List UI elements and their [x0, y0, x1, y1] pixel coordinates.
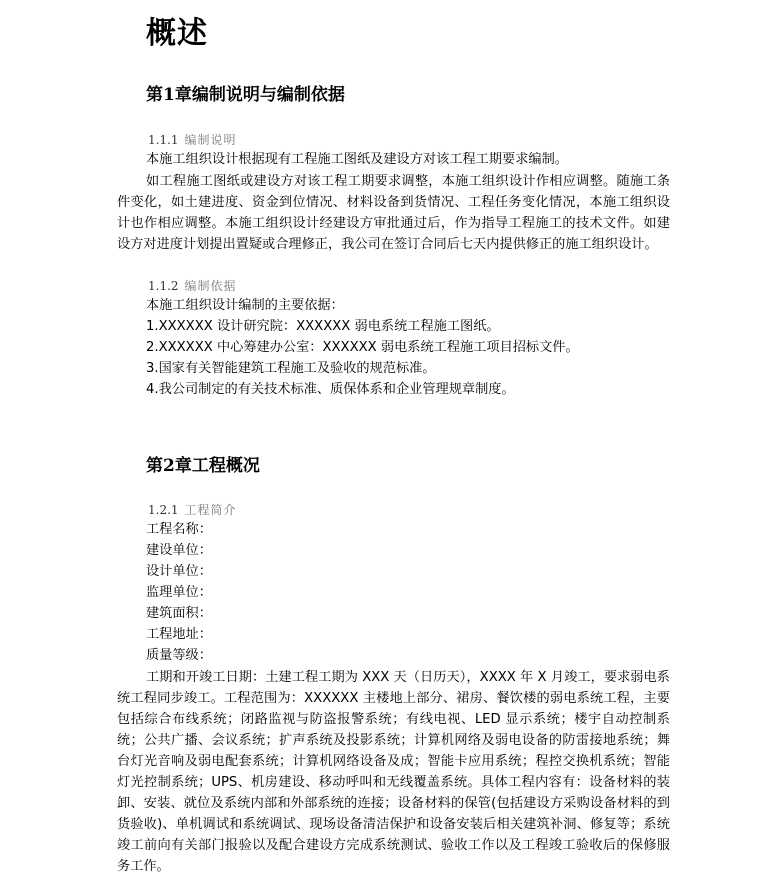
basis-item: 4.我公司制定的有关技术标准、质保体系和企业管理规章制度。 [146, 382, 515, 397]
paragraph-adjustment: 如工程施工图纸或建设方对该工程工期要求调整，本施工组织设计作相应调整。随施工条件变化，如土建进度、资金到位情况、材料设备到货情况、工程任务变化情况，本施工组织设计也作相应调整。本施工组织设计经建设方审批通过后，作为指导工程施工的技术文件。如建设方对进度计划提出置疑或合理修正，我公司在签订合同后七天内提供修正的施工组织设计。 [117, 174, 670, 252]
field-supervisor: 监理单位： [146, 585, 212, 600]
page-title: 概述 [146, 16, 208, 51]
chapter-2-heading: 第2章工程概况 [146, 456, 260, 476]
section-label: 工程简介 [184, 503, 237, 517]
section-1-1-2 [148, 277, 237, 294]
section-1-1-1 [148, 131, 237, 148]
basis-intro: 本施工组织设计编制的主要依据： [146, 298, 344, 313]
field-designer: 设计单位： [146, 564, 212, 579]
field-owner: 建设单位： [146, 543, 212, 558]
basis-item: 1.XXXXXX 设计研究院：XXXXXX 弱电系统工程施工图纸。 [146, 319, 500, 334]
chapter-1-heading: 第1章编制说明与编制依据 [146, 85, 345, 105]
field-address: 工程地址： [146, 627, 212, 642]
paragraph-scope: 工期和开竣工日期：土建工程工期为 XXX 天（日历天），XXXX 年 X 月竣工，要求弱电系统工程同步竣工。工程范围为：XXXXXX 主楼地上部分、裙房、餐饮楼的弱电系统工程，主要包括综合布线系统；闭路监视与防盗报警系统；有线电视、LED 显示系统；楼宇自动控制系统；公共广播、会议系统；扩声系统及投影系统；计算机网络及弱电设备的防雷接地系统；舞台灯光音响及弱电配套系统；计算机网络设备及成；智能卡应用系统；程控交换机系统；智能灯光控制系统；UPS、机房建设、移动呼叫和无线覆盖系统。具体工程内容有：设备材料的装卸、安装、就位及系统内部和外部系统的连接；设备材料的保管(包括建设方采购设备材料的到货验收)、单机调试和系统调试、现场设备清洁保护和设备安装后相关建筑补洞、修复等；系统竣工前向有关部门报验以及配合建设方完成系统测试、验收工作以及工程竣工验收后的保修服务工作。 [117, 670, 670, 874]
field-project-name: 工程名称： [146, 522, 212, 537]
basis-item: 2.XXXXXX 中心筹建办公室：XXXXXX 弱电系统工程施工项目招标文件。 [146, 340, 579, 355]
field-area: 建筑面积： [146, 606, 212, 621]
section-number: 1.2.1 [148, 503, 179, 517]
section-number: 1.1.2 [148, 279, 179, 293]
section-label: 编制依据 [184, 279, 237, 293]
section-label: 编制说明 [184, 133, 237, 147]
paragraph-intro: 本施工组织设计根据现有工程施工图纸及建设方对该工程工期要求编制。 [146, 152, 568, 167]
field-quality: 质量等级： [146, 648, 212, 663]
section-number: 1.1.1 [148, 133, 179, 147]
section-1-2-1 [148, 501, 237, 518]
basis-item: 3.国家有关智能建筑工程施工及验收的规范标准。 [146, 361, 436, 376]
